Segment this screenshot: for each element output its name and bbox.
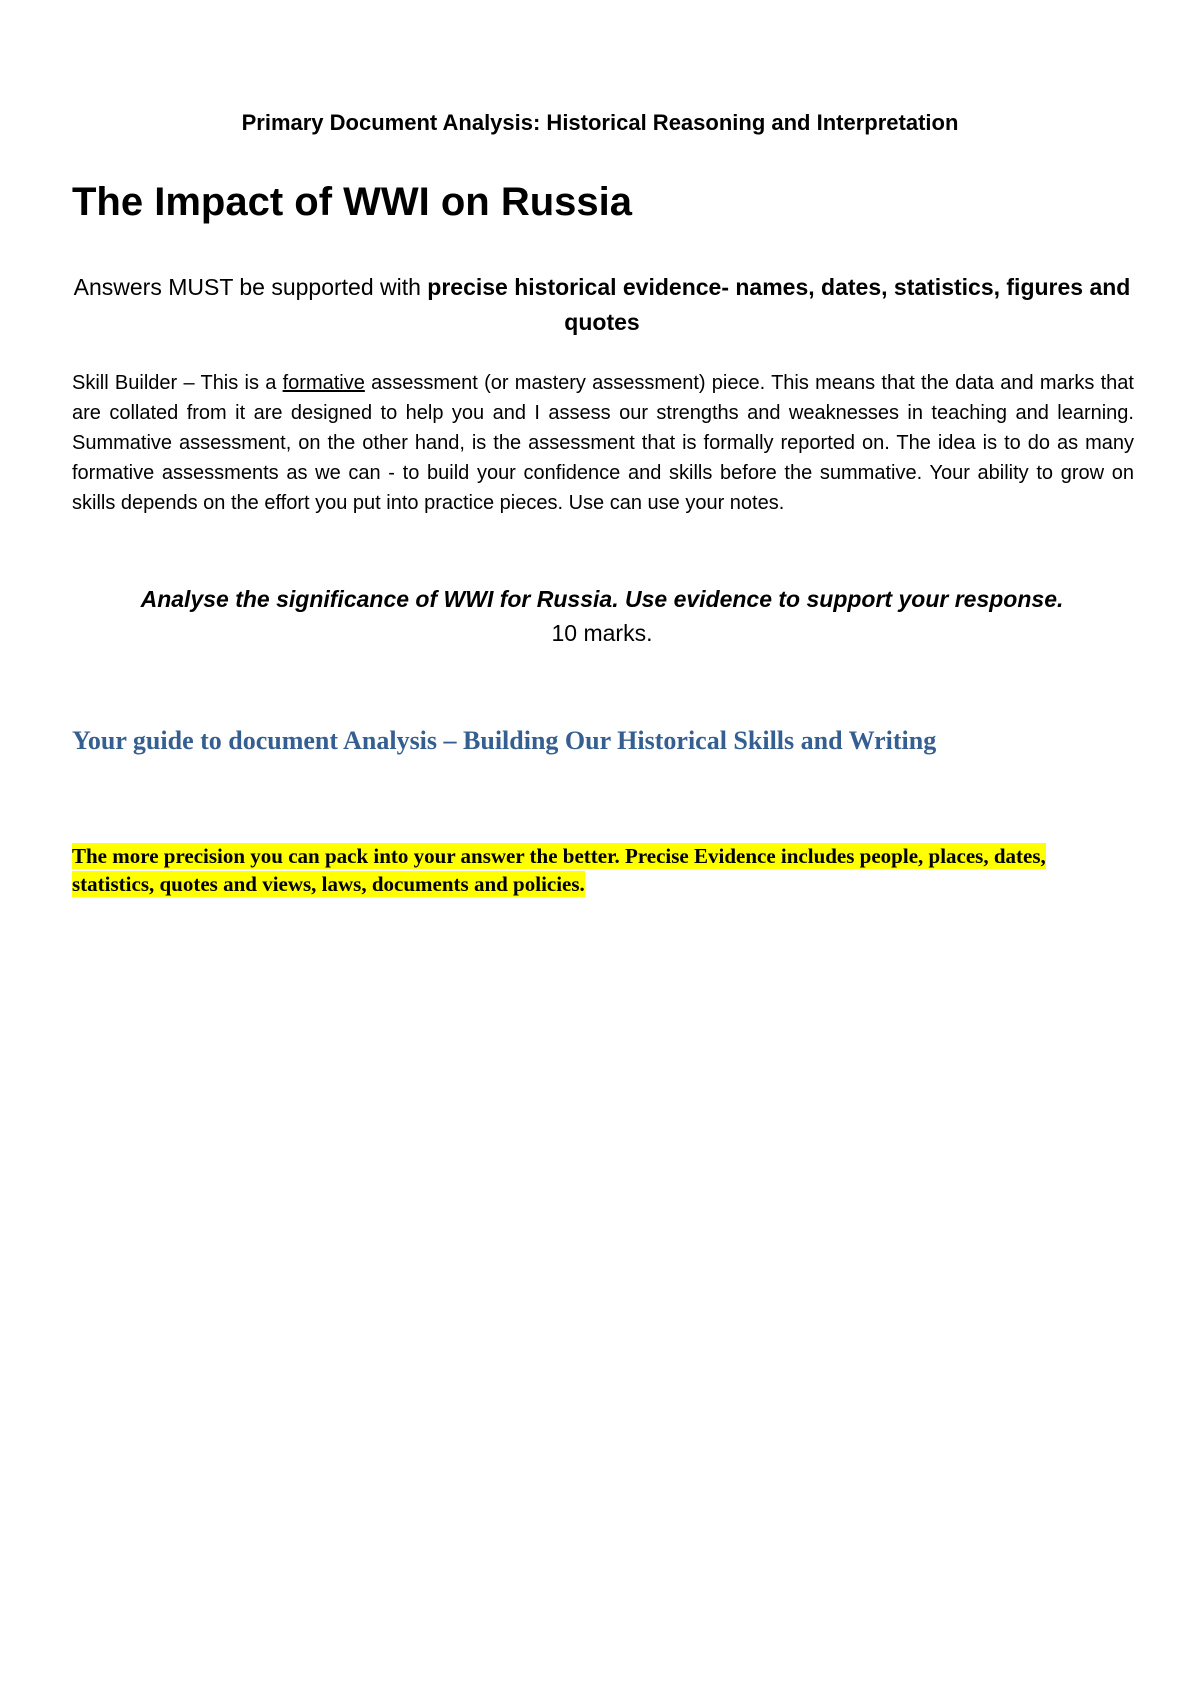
skill-builder-intro: Skill Builder – This is a [72, 372, 283, 394]
page-title: The Impact of WWI on Russia [72, 180, 633, 224]
question-prompt: Analyse the significance of WWI for Russia. Use evidence to support your response. [140, 586, 1064, 612]
skill-builder-formative-term: formative [282, 372, 365, 394]
highlighted-precision-text: The more precision you can pack into your answer the better. Precise Evidence includes people, places, dates, statistics, quotes and views, laws, documents and policies. [72, 844, 1046, 896]
question-marks: 10 marks. [551, 620, 653, 646]
guide-heading: Your guide to document Analysis – Building Our Historical Skills and Writing [72, 726, 937, 755]
requirement-emphasis: precise historical evidence- names, dates, statistics, figures and quotes [427, 274, 1131, 335]
skill-builder-body: assessment (or mastery assessment) piece. This means that the data and marks that are collated from it are designed to help you and I assess our strengths and weaknesses in teaching and learning. Summative assessment, on the other hand, is the assessment that is formally reported on. The idea is to do as many formative assessments as we can - to build your confidence and skills before the summative. Your ability to grow on skills depends on the effort you put into practice pieces. Use can use your notes. [72, 372, 1134, 514]
document-header: Primary Document Analysis: Historical Reasoning and Interpretation [241, 110, 959, 135]
assessment-question [72, 582, 1132, 650]
evidence-requirement [72, 270, 1132, 340]
skill-builder-paragraph [72, 368, 1134, 518]
precision-note [72, 842, 1072, 898]
requirement-lead: Answers MUST be supported with [73, 274, 428, 300]
